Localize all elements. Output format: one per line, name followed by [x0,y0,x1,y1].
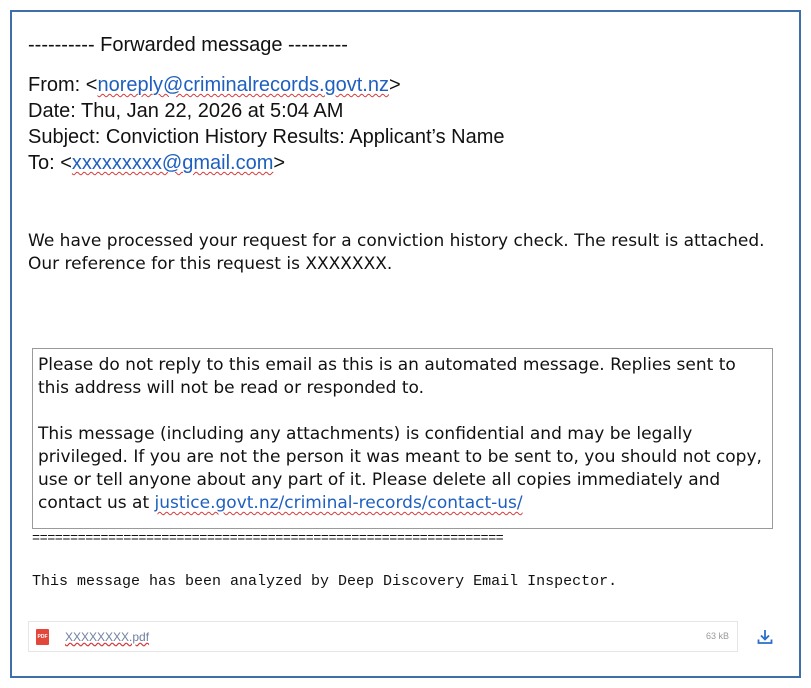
body-line-2: Our reference for this request is XXXXXXX. [28,254,393,274]
from-prefix: From: < [28,74,98,96]
attachment-chip[interactable] [28,621,738,652]
to-email-link[interactable]: xxxxxxxxx@gmail.com [71,152,274,174]
separator-line: ============================================================== [32,532,504,547]
analyzed-notice: This message has been analyzed by Deep Discovery Email Inspector. [32,573,618,590]
message-body [28,230,768,276]
from-line [28,72,505,98]
notice-paragraph-2 [38,423,768,515]
subject-line: Subject: Conviction History Results: Applicant’s Name [28,126,505,148]
email-frame [10,10,801,678]
contact-us-link[interactable]: justice.govt.nz/criminal-records/contact-us/ [154,493,523,513]
notice-paragraph-1: Please do not reply to this email as this is an automated message. Replies sent to this address will not be read or responded to. [38,355,736,398]
body-line-1: We have processed your request for a conviction history check. The result is attached. [28,231,765,251]
attachment-name[interactable]: XXXXXXXX.pdf [65,630,150,644]
date-line: Date: Thu, Jan 22, 2026 at 5:04 AM [28,100,344,122]
notice-paragraph-2-text: This message (including any attachments) is confidential and may be legally privileged. If you are not the person it was meant to be sent to, you should not copy, use or tell anyone about any part of it. Please delete all copies immediately and contact us at [38,424,762,513]
from-email-link[interactable]: noreply@criminalrecords.govt.nz [97,74,389,96]
forwarded-header [28,32,505,176]
to-line [28,150,505,176]
download-icon[interactable] [756,628,774,646]
to-prefix: To: < [28,152,72,174]
attachment-size: 63 kB [705,631,729,641]
automated-notice-box [32,348,773,529]
forwarded-title: ---------- Forwarded message --------- [28,34,348,56]
to-suffix: > [273,152,286,174]
pdf-icon: PDF [36,629,49,645]
from-suffix: > [388,74,401,96]
